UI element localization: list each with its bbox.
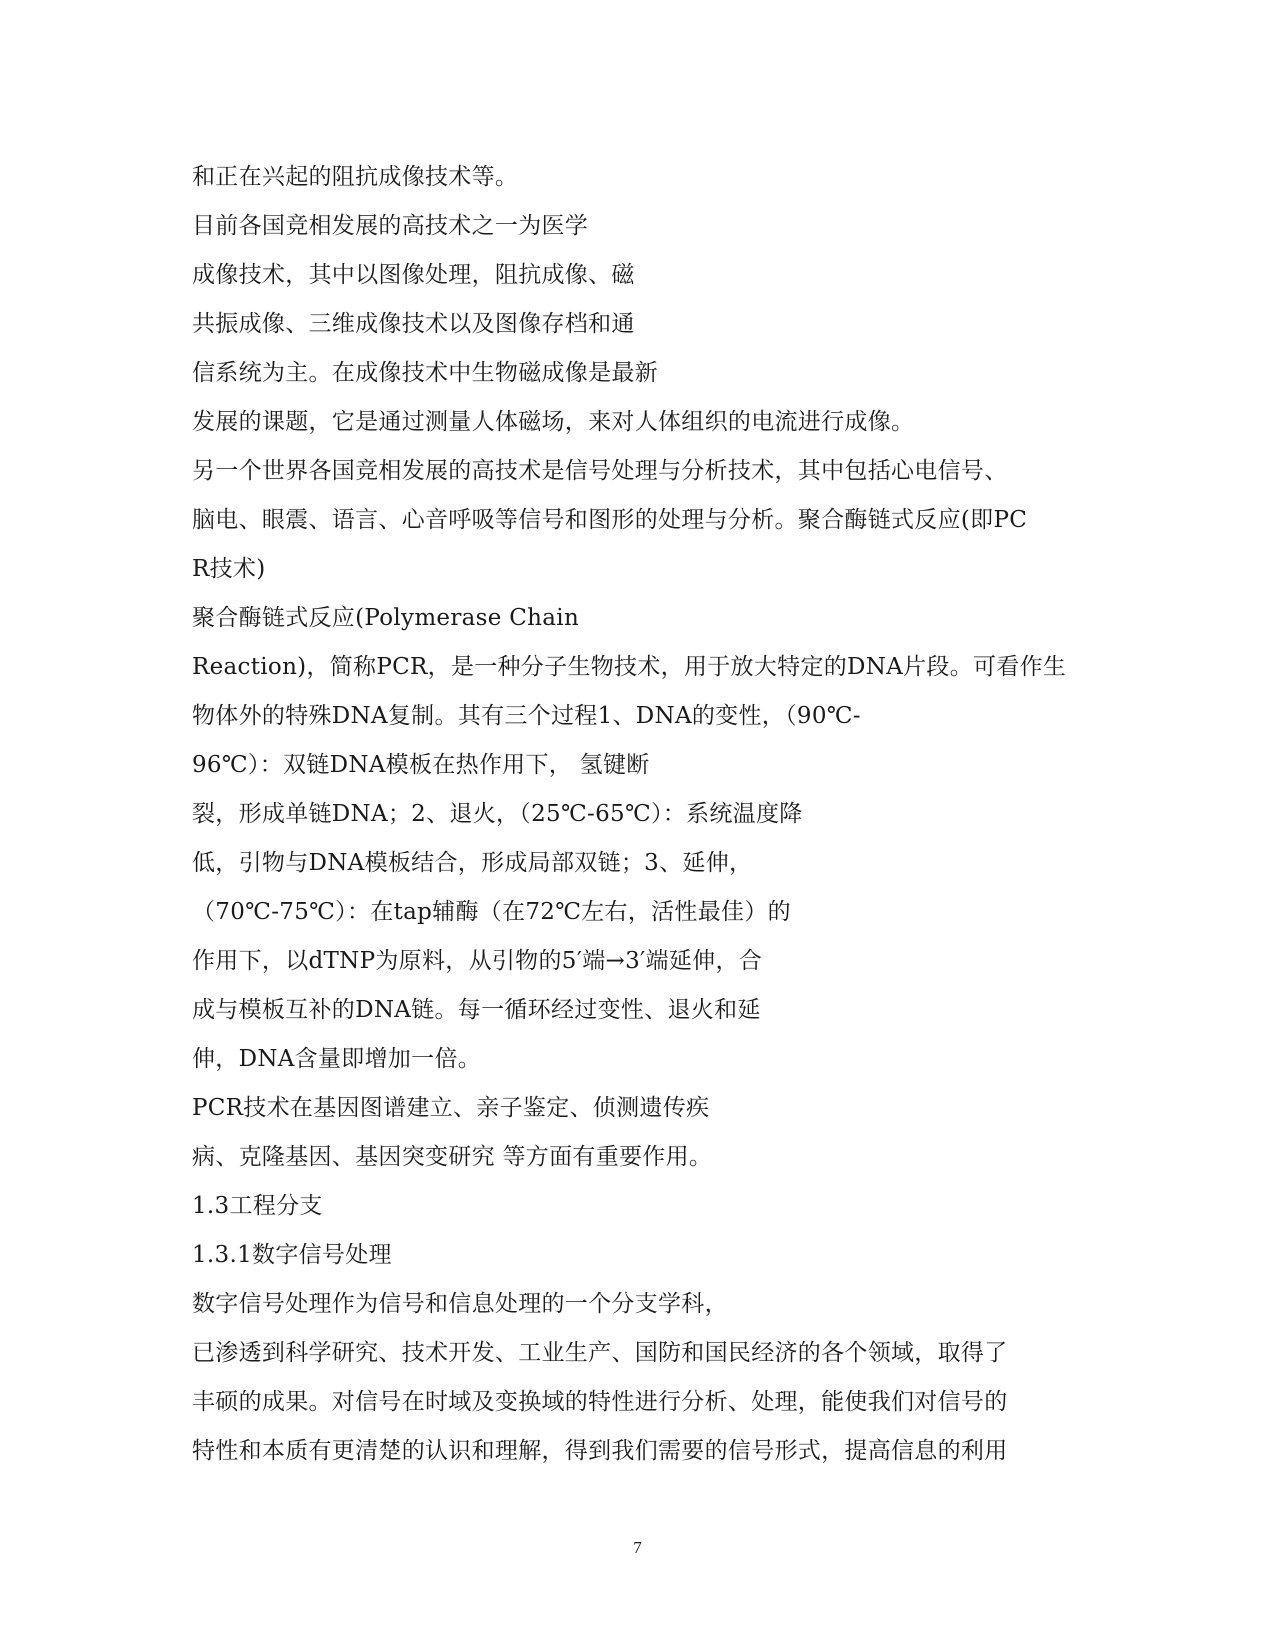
text-line: 目前各国竞相发展的高技术之一为医学 [192, 213, 589, 239]
text-line: 物体外的特殊DNA复制。其有三个过程1、DNA的变性，（90℃- [192, 703, 861, 729]
text-line: 成与模板互补的DNA链。每一循环经过变性、退火和延 [192, 997, 761, 1023]
text-line: 特性和本质有更清楚的认识和理解，得到我们需要的信号形式，提高信息的利用 [192, 1438, 1008, 1464]
text-line: 共振成像、三维成像技术以及图像存档和通 [192, 311, 635, 337]
page-number: 7 [633, 1538, 642, 1557]
text-line: 裂，形成单链DNA；2、退火，（25℃-65℃）：系统温度降 [192, 801, 803, 827]
text-line: PCR技术在基因图谱建立、亲子鉴定、侦测遗传疾 [192, 1095, 710, 1121]
text-line: 和正在兴起的阻抗成像技术等。 [192, 164, 519, 190]
text-line: 成像技术，其中以图像处理，阻抗成像、磁 [192, 262, 635, 288]
text-line: （70℃-75℃）：在tap辅酶（在72℃左右，活性最佳）的 [192, 899, 791, 925]
text-line: 病、克隆基因、基因突变研究 等方面有重要作用。 [192, 1144, 713, 1170]
text-line: Reaction)，简称PCR，是一种分子生物技术，用于放大特定的DNA片段。可看作生 [192, 654, 1067, 680]
text-line: R技术) [192, 556, 266, 582]
text-line: 另一个世界各国竞相发展的高技术是信号处理与分析技术，其中包括心电信号、 [192, 458, 1008, 484]
text-line: 丰硕的成果。对信号在时域及变换域的特性进行分析、处理，能使我们对信号的 [192, 1389, 1008, 1415]
text-line: 伸，DNA含量即增加一倍。 [192, 1046, 482, 1072]
body-text [192, 153, 1092, 1476]
text-line: 发展的课题，它是通过测量人体磁场，来对人体组织的电流进行成像。 [192, 409, 915, 435]
text-line: 数字信号处理作为信号和信息处理的一个分支学科， [192, 1291, 728, 1317]
text-line: 已渗透到科学研究、技术开发、工业生产、国防和国民经济的各个领域，取得了 [192, 1340, 1008, 1366]
subsection-heading: 1.3.1数字信号处理 [192, 1242, 392, 1268]
text-line: 低，引物与DNA模板结合，形成局部双链；3、延伸， [192, 850, 753, 876]
text-line: 96℃）：双链DNA模板在热作用下， 氢键断 [192, 752, 650, 778]
text-line: 信系统为主。在成像技术中生物磁成像是最新 [192, 360, 658, 386]
text-line: 作用下，以dTNP为原料，从引物的5′端→3′端延伸，合 [192, 948, 763, 974]
text-line: 聚合酶链式反应(Polymerase Chain [192, 605, 580, 631]
section-heading: 1.3工程分支 [192, 1193, 323, 1219]
text-line: 脑电、眼震、语言、心音呼吸等信号和图形的处理与分析。聚合酶链式反应(即PC [192, 507, 1028, 533]
